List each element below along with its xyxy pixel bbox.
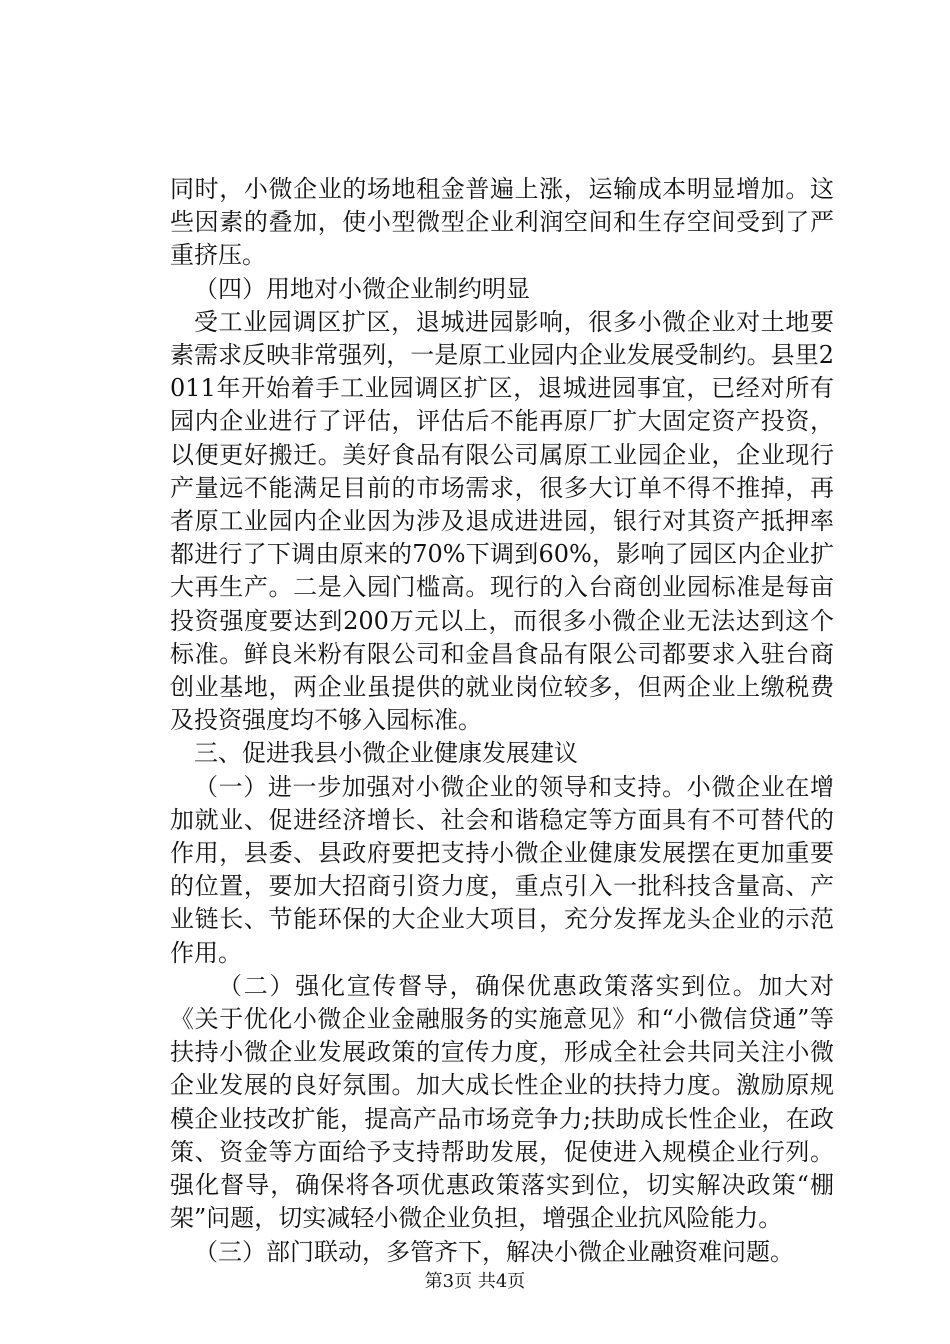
paragraph-rent-costs: 同时，小微企业的场地租金普遍上涨，运输成本明显增加。这些因素的叠加，使小型微型企业利润空间和生存空间受到了严重挤压。	[170, 175, 834, 270]
paragraph-policy-promotion: （二）强化宣传督导，确保优惠政策落实到位。加大对《关于优化小微企业金融服务的实施意见》和“小微信贷通”等扶持小微企业发展政策的宣传力度，形成全社会共同关注小微企业发展的良好氛围。加大成长性企业的扶持力度。激励原规模企业技改扩能，提高产品市场竞争力;扶助成长性企业，在政策、资金等方面给予支持帮助发展，促使进入规模企业行列。强化督导，确保将各项优惠政策落实到位，切实解决政策“棚架”问题，切实减轻小微企业负担，增强企业抗风险能力。	[170, 971, 834, 1233]
paragraph-financing: （三）部门联动，多管齐下，解决小微企业融资难问题。	[194, 1237, 794, 1266]
paragraph-leadership-support: （一）进一步加强对小微企业的领导和支持。小微企业在增加就业、促进经济增长、社会和谐稳定等方面具有不可替代的作用，县委、县政府要把支持小微企业健康发展摆在更加重要的位置，要加大招商引资力度，重点引入一批科技含量高、产业链长、节能环保的大企业大项目，充分发挥龙头企业的示范作用。	[170, 772, 834, 967]
paragraph-land-constraints: 受工业园调区扩区，退城进园影响，很多小微企业对土地要素需求反映非常强列，一是原工业园内企业发展受制约。县里2011年开始着手工业园调区扩区，退城进园事宜，已经对所有园内企业进行了评估，评估后不能再原厂扩大固定资产投资，以便更好搬迁。美好食品有限公司属原工业园企业，企业现行产量远不能满足目前的市场需求，很多大订单不得不推掉，再者原工业园内企业因为涉及退成进进园，银行对其资产抵押率都进行了下调由原来的70%下调到60%，影响了园区内企业扩大再生产。二是入园门槛高。现行的入台商创业园标准是每亩投资强度要达到200万元以上，而很多小微企业无法达到这个标准。鲜良米粉有限公司和金昌食品有限公司都要求入驻台商创业基地，两企业虽提供的就业岗位较多，但两企业上缴税费及投资强度均不够入园标准。	[170, 307, 834, 735]
page-footer: 第3页 共4页	[424, 1271, 526, 1292]
heading-section-three: 三、促进我县小微企业健康发展建议	[194, 739, 578, 768]
heading-land-constraints: （四）用地对小微企业制约明显	[194, 274, 530, 303]
document-body	[170, 173, 834, 1269]
